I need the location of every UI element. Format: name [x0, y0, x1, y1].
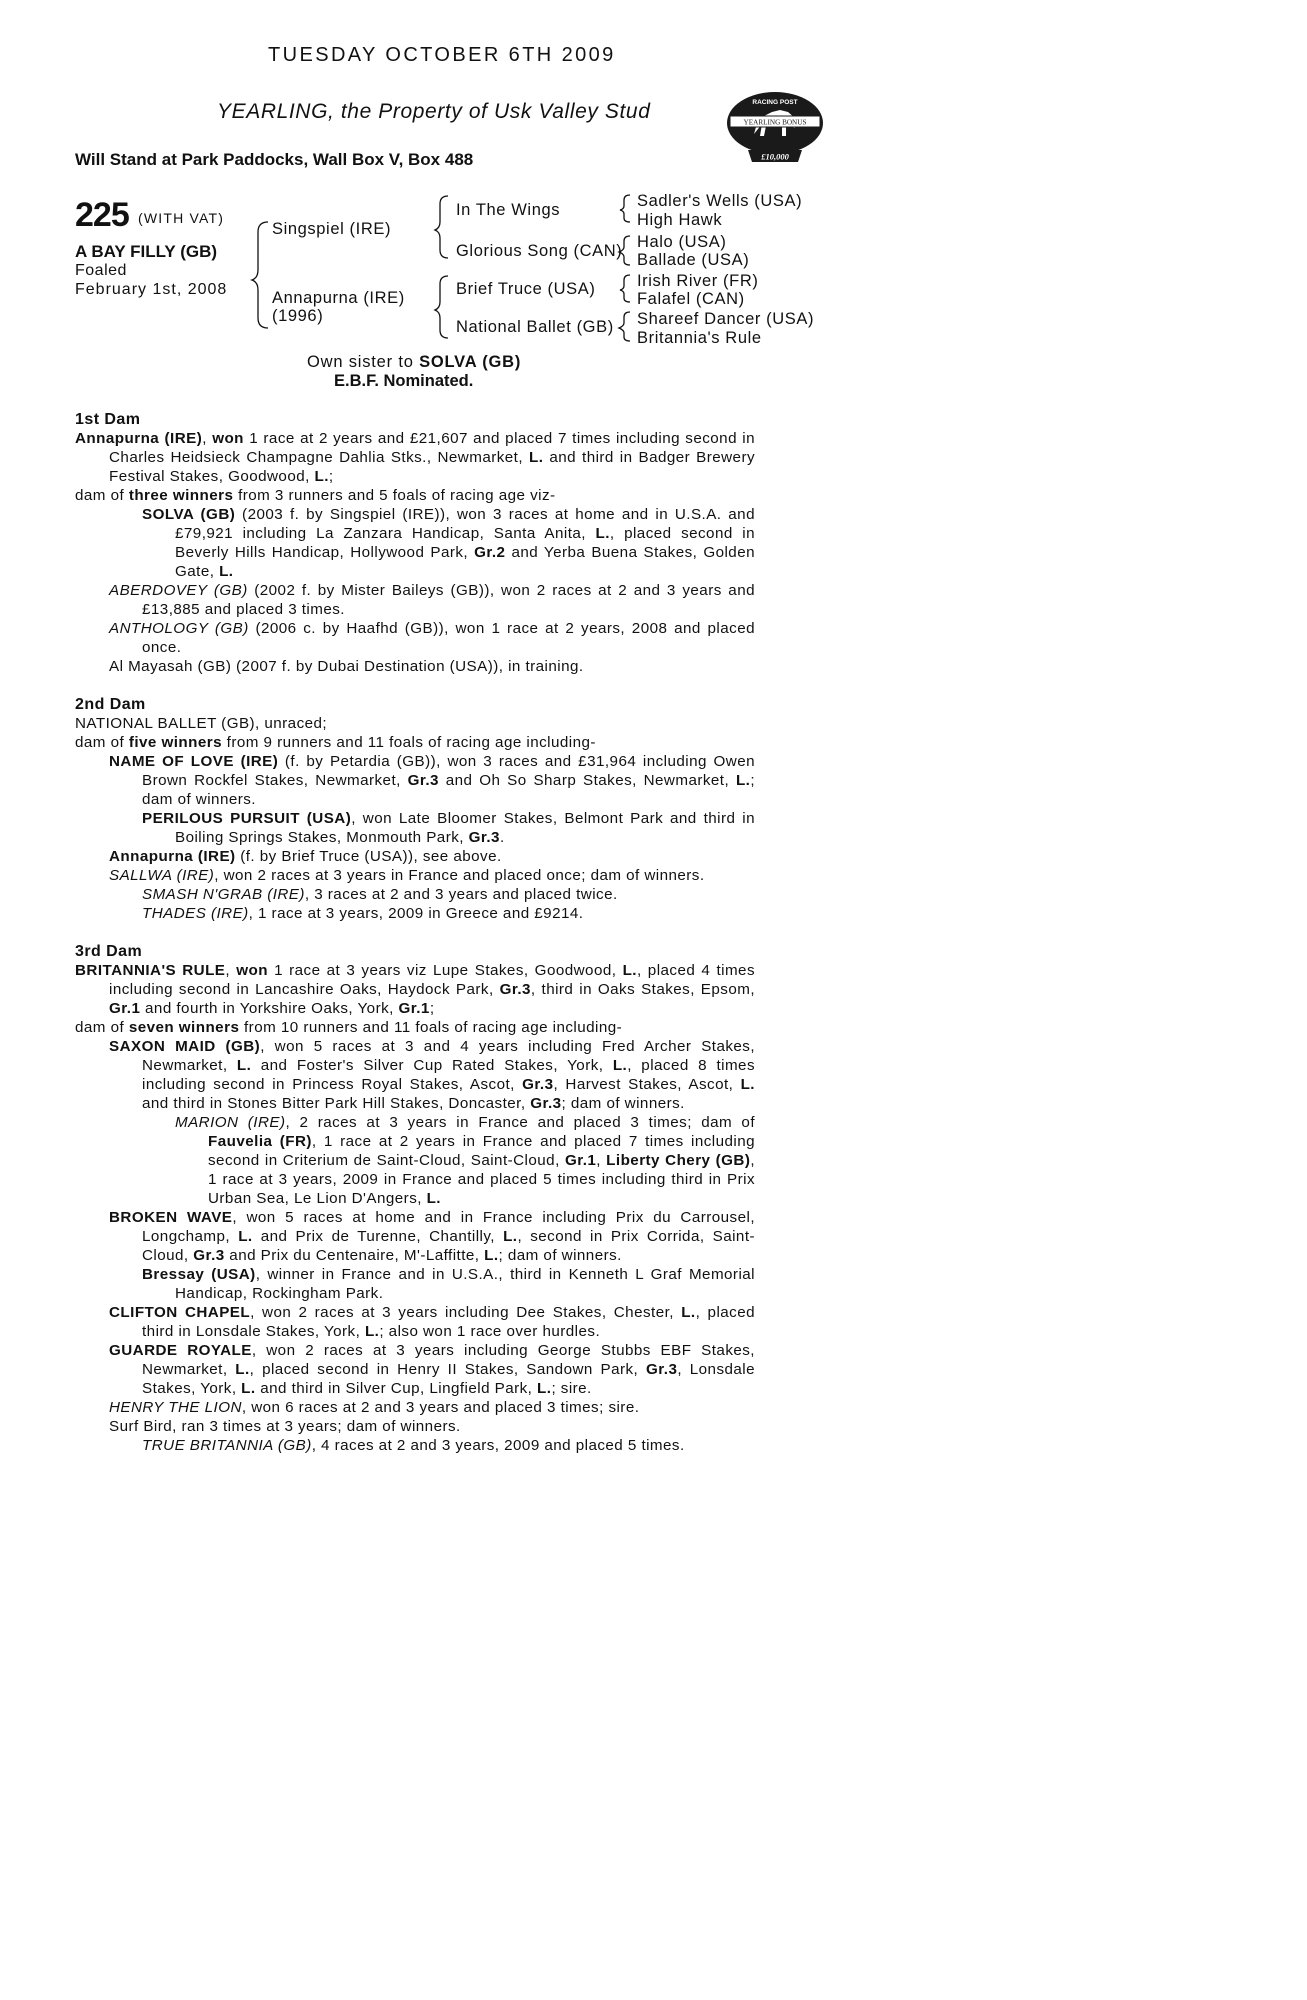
pedigree-dam-year: (1996): [272, 307, 324, 325]
logo-middle-text: YEARLING BONUS: [743, 118, 807, 127]
stand-location: Will Stand at Park Paddocks, Wall Box V, Box 488: [75, 150, 474, 169]
sister-note: Own sister to SOLVA (GB): [307, 353, 522, 371]
produce-annapurna: Annapurna (IRE) (f. by Brief Truce (USA)), see above.: [109, 848, 502, 865]
third-dam-entry: BRITANNIA'S RULE, won 1 race at 3 years viz Lupe Stakes, Goodwood, L., placed 4 times including second in Lancashire Oaks, Haydock Park, Gr.3, third in Oaks Stakes, Epsom, Gr.1 and fourth in Yorkshire Oaks, York, Gr.1;: [75, 962, 755, 1017]
produce-broken-wave: BROKEN WAVE, won 5 races at home and in France including Prix du Carrousel, Longchamp, L. and Prix de Turenne, Chantilly, L., second in Prix Corrida, Saint-Cloud, Gr.3 and Prix du Centenaire, M'-Laffitte, L.; dam of winners.: [109, 1209, 756, 1264]
produce-guarde-royale: GUARDE ROYALE, won 2 races at 3 years including George Stubbs EBF Stakes, Newmarket, L., placed second in Henry II Stakes, Sandown Park, Gr.3, Lonsdale Stakes, York, L. and third in Silver Cup, Lingfield Park, L.; sire.: [109, 1342, 756, 1397]
logo-bottom-text: £10,000: [761, 151, 789, 162]
logo-top-text: RACING POST: [752, 99, 798, 106]
produce-saxon-maid: SAXON MAID (GB), won 5 races at 3 and 4 years including Fred Archer Stakes, Newmarket, L. and Foster's Silver Cup Rated Stakes, York, L., placed 8 times including second in Princess Royal Stakes, Ascot, Gr.3, Harvest Stakes, Ascot, L. and third in Stones Bitter Park Hill Stakes, Doncaster, Gr.3; dam of winners.: [109, 1038, 756, 1112]
third-dam-produce: dam of seven winners from 10 runners and 11 foals of racing age including-: [75, 1019, 623, 1036]
pedigree-dam-dam: National Ballet (GB): [456, 318, 614, 336]
produce-marion: MARION (IRE), 2 races at 3 years in France and placed 3 times; dam of Fauvelia (FR), 1 race at 2 years in France and placed 7 times including second in Criterium de Saint-Cloud, Saint-Cloud, Gr.1, Liberty Chery (GB), 1 race at 3 years, 2009 in France and placed 5 times including third in Prix Urban Sea, Le Lion D'Angers, L.: [175, 1114, 756, 1207]
pedigree-dds: Shareef Dancer (USA): [637, 310, 815, 328]
sale-date: TUESDAY OCTOBER 6TH 2009: [268, 44, 616, 66]
produce-henry-the-lion: HENRY THE LION, won 6 races at 2 and 3 years and placed 3 times; sire.: [109, 1399, 640, 1416]
pedigree-sire-sire: In The Wings: [456, 201, 561, 219]
pedigree-dam: Annapurna (IRE): [272, 289, 405, 307]
vendor-line: YEARLING, the Property of Usk Valley Stud: [217, 100, 651, 123]
first-dam-produce: dam of three winners from 3 runners and 5 foals of racing age viz-: [75, 487, 556, 504]
foaled-label: Foaled: [75, 262, 127, 279]
produce-smash-n-grab: SMASH N'GRAB (IRE), 3 races at 2 and 3 years and placed twice.: [142, 886, 618, 903]
produce-thades: THADES (IRE), 1 race at 3 years, 2009 in Greece and £9214.: [142, 905, 584, 922]
produce-anthology: ANTHOLOGY (GB) (2006 c. by Haafhd (GB)), won 1 race at 2 years, 2008 and placed once.: [109, 620, 755, 656]
produce-aberdovey: ABERDOVEY (GB) (2002 f. by Mister Baileys (GB)), won 2 races at 2 and 3 years and £13,885 and placed 3 times.: [109, 582, 755, 618]
produce-perilous-pursuit: PERILOUS PURSUIT (USA), won Late Bloomer Stakes, Belmont Park and third in Boiling Springs Stakes, Monmouth Park, Gr.3.: [142, 810, 755, 846]
pedigree-sss: Sadler's Wells (USA): [637, 192, 803, 210]
ebf-note: E.B.F. Nominated.: [334, 372, 474, 390]
second-dam-produce: dam of five winners from 9 runners and 11 foals of racing age including-: [75, 734, 596, 751]
produce-name-of-love: NAME OF LOVE (IRE) (f. by Petardia (GB)), won 3 races and £31,964 including Owen Brown Rockfel Stakes, Newmarket, Gr.3 and Oh So Sharp Stakes, Newmarket, L.; dam of winners.: [109, 753, 756, 808]
pedigree-ssd: High Hawk: [637, 211, 723, 229]
produce-al-mayasah: Al Mayasah (GB) (2007 f. by Dubai Destination (USA)), in training.: [109, 658, 584, 675]
pedigree-sire-dam: Glorious Song (CAN): [456, 242, 623, 260]
produce-bressay: Bressay (USA), winner in France and in U.S.A., third in Kenneth L Graf Memorial Handicap, Rockingham Park.: [142, 1266, 755, 1302]
pedigree-dam-sire: Brief Truce (USA): [456, 280, 596, 298]
second-dam-heading: 2nd Dam: [75, 696, 146, 713]
catalogue-body: [75, 410, 755, 1455]
horse-description: A BAY FILLY (GB): [75, 242, 218, 261]
pedigree-dss: Irish River (FR): [637, 272, 759, 290]
first-dam-entry: Annapurna (IRE), won 1 race at 2 years and £21,607 and placed 7 times including second in Charles Heidsieck Champagne Dahlia Stks., Newmarket, L. and third in Badger Brewery Festival Stakes, Goodwood, L.;: [75, 430, 756, 485]
foaled-date: February 1st, 2008: [75, 281, 228, 298]
third-dam-heading: 3rd Dam: [75, 943, 143, 960]
produce-true-britannia: TRUE BRITANNIA (GB), 4 races at 2 and 3 years, 2009 and placed 5 times.: [142, 1437, 685, 1454]
produce-sallwa: SALLWA (IRE), won 2 races at 3 years in France and placed once; dam of winners.: [109, 867, 705, 884]
produce-clifton-chapel: CLIFTON CHAPEL, won 2 races at 3 years including Dee Stakes, Chester, L., placed third in Lonsdale Stakes, York, L.; also won 1 race over hurdles.: [109, 1304, 755, 1340]
second-dam-entry: NATIONAL BALLET (GB), unraced;: [75, 715, 328, 732]
pedigree-sds: Halo (USA): [637, 233, 727, 251]
pedigree-dsd: Falafel (CAN): [637, 290, 745, 308]
pedigree-sdd: Ballade (USA): [637, 251, 750, 269]
produce-surf-bird: Surf Bird, ran 3 times at 3 years; dam of winners.: [109, 1418, 461, 1435]
first-dam-heading: 1st Dam: [75, 411, 141, 428]
produce-solva: SOLVA (GB) (2003 f. by Singspiel (IRE)), won 3 races at home and in U.S.A. and £79,921 including La Zanzara Handicap, Santa Anita, L., placed second in Beverly Hills Handicap, Hollywood Park, Gr.2 and Yerba Buena Stakes, Golden Gate, L.: [142, 506, 755, 580]
lot-number: 225: [75, 196, 129, 234]
pedigree-ddd: Britannia's Rule: [637, 329, 762, 347]
vat-note: (WITH VAT): [138, 210, 225, 226]
pedigree-sire: Singspiel (IRE): [272, 220, 392, 238]
